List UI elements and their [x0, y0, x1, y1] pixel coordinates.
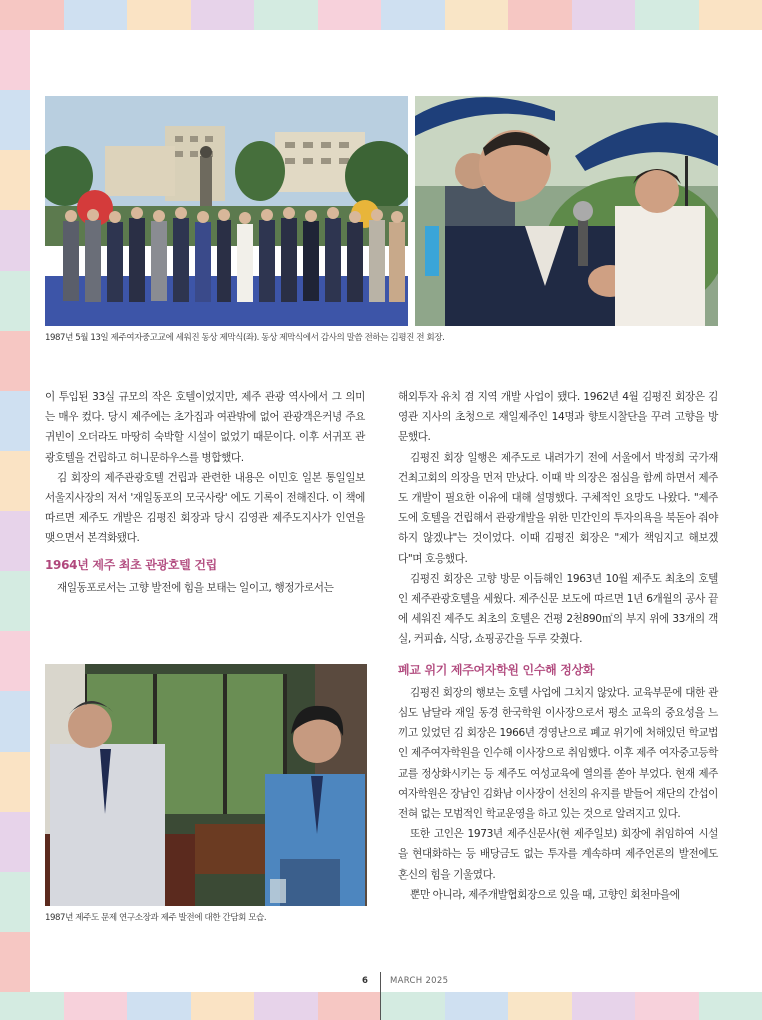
right-column: [398, 387, 718, 905]
issue-label: MARCH 2025: [390, 976, 449, 986]
decorative-frame-top: [0, 0, 762, 30]
paragraph: 김평진 회장의 행보는 호텔 사업에 그치지 않았다. 교육부문에 대한 관심도 남달라 재일 동경 한국학원 이사장으로서 평소 교육의 중요성을 느끼고 있었던 김 회장은 1966년 경영난으로 폐교 위기에 처해있던 학교법인 제주여자학원을 인수해 이사장으로 취임했다. 이후 제주 여자중고등학교를 정상화시키는 등 제주도 여성교육에 열의를 쏟아 부었다. 현재 제주여자학원은 장남인 김화남 이사장이 선친의 유지를 받들어 재단의 간섭이 전혀 없는 모범적인 학교운영을 하고 있는 것으로 알려지고 있다.: [398, 686, 718, 821]
left-column: [45, 387, 365, 598]
meeting-photo: [45, 664, 367, 906]
section-heading: 폐교 위기 제주여자학원 인수해 정상화: [398, 662, 595, 677]
page-number: 6: [362, 976, 368, 986]
paragraph: 이 투입된 33실 규모의 작은 호텔이었지만, 제주 관광 역사에서 그 의미는 매우 컸다. 당시 제주에는 초가집과 여관밖에 없어 관광객은커녕 주요 귀빈이 오더라도 마땅히 숙박할 시설이 없었기 때문이다. 이후 서귀포 관광호텔을 건립하고 허니문하우스를 병합했다.: [45, 391, 365, 464]
bottom-photo-caption: 1987년 제주도 문제 연구소장과 제주 발전에 대한 간담회 모습.: [45, 913, 267, 923]
decorative-frame-left: [0, 30, 30, 992]
paragraph: 뿐만 아니라, 제주개발협회장으로 있을 때, 고향인 회천마을에: [410, 888, 680, 901]
section-heading: 1964년 제주 최초 관광호텔 건립: [45, 557, 217, 572]
speech-photo: [415, 96, 718, 326]
paragraph: 해외투자 유치 겸 지역 개발 사업이 됐다. 1962년 4월 김평진 회장은 김영관 지사의 초청으로 재일제주인 14명과 향토시찰단을 꾸려 고향을 방문했다.: [398, 391, 718, 444]
paragraph: 또한 고인은 1973년 제주신문사(현 제주일보) 회장에 취임하여 시설을 현대화하는 등 배당금도 없는 투자를 계속하며 제주언론의 발전에도 혼신의 힘을 기울였다.: [398, 828, 718, 881]
ceremony-photo: [45, 96, 408, 326]
paragraph: 김 회장의 제주관광호텔 건립과 관련한 내용은 이민호 일본 통일일보 서울지사장의 저서 '재일동포의 모국사랑' 에도 기록이 전해진다. 이 책에 따르면 제주도 개발은 김평진 회장과 당시 김영관 제주도지사가 인연을 맺으면서 본격화됐다.: [45, 471, 365, 545]
paragraph: 김평진 회장은 고향 방문 이듬해인 1963년 10월 제주도 최초의 호텔인 제주관광호텔을 세웠다. 제주신문 보도에 따르면 1년 6개월의 공사 끝에 세워진 제주도 최초의 호텔은 건평 2천890㎡의 부지 위에 33개의 객실, 커피숍, 식당, 쇼핑공간을 두루 갖췄다.: [398, 572, 718, 646]
paragraph: 재일동포로서는 고향 발전에 힘을 보태는 일이고, 행정가로서는: [57, 581, 334, 594]
top-photo-caption: 1987년 5월 13일 제주여자중고교에 세워진 동상 제막식(좌). 동상 제막식에서 감사의 말씀 전하는 김평진 전 회장.: [45, 333, 445, 343]
paragraph: 김평진 회장 일행은 제주도로 내려가기 전에 서울에서 박정희 국가재건최고회의 의장을 먼저 만났다. 이때 박 의장은 점심을 함께 하면서 제주도 개발이 필요한 이유에 대해 설명했다. 구체적인 요망도 나왔다. "제주도에 호텔을 건립해서 관광개발을 위한 민간인의 투자의욕을 북돋아 줘야 하지 않겠냐"는 것이었다. 이때 김평진 회장은 "제가 책임지고 해보겠다"며 호응했다.: [398, 451, 718, 565]
decorative-frame-bottom: [0, 992, 762, 1020]
footer-divider: [380, 972, 381, 1020]
